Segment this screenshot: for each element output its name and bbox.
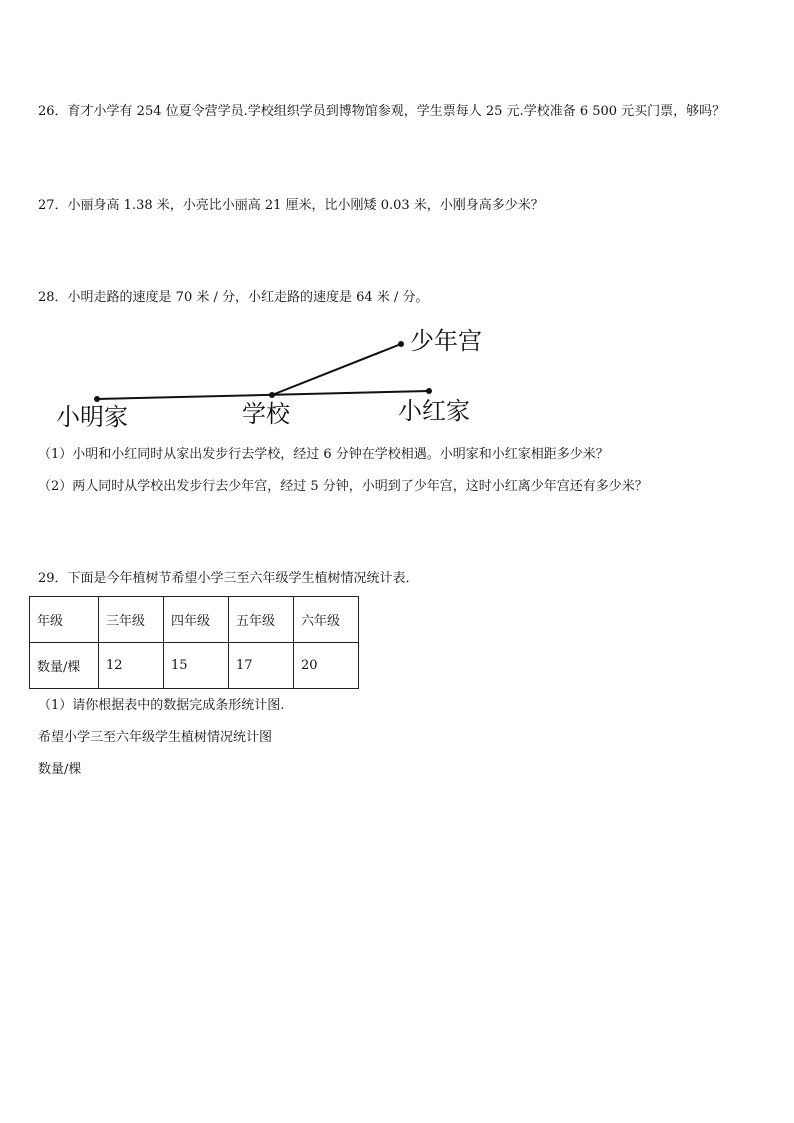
table-cell: 六年级 [293, 597, 358, 643]
question-28-part-1: （1）小明和小红同时从家出发步行去学校，经过 6 分钟在学校相遇。小明家和小红家相距多少米？ [38, 447, 609, 462]
table-header-row [30, 597, 359, 643]
table-cell: 17 [228, 643, 293, 689]
question-29: 29．下面是今年植树节希望小学三至六年级学生植树情况统计表． [38, 571, 419, 586]
table-cell: 15 [163, 643, 228, 689]
question-29-part-1: （1）请你根据表中的数据完成条形统计图. [38, 698, 285, 713]
label-xiaohong-home: 小红家 [398, 397, 470, 425]
tree-planting-table [29, 596, 359, 689]
table-cell: 三年级 [98, 597, 163, 643]
question-27: 27．小丽身高 1.38 米，小亮比小丽高 21 厘米，比小刚矮 0.03 米，小刚身高多少米？ [38, 198, 544, 213]
table-cell: 12 [98, 643, 163, 689]
table-cell: 20 [293, 643, 358, 689]
table-cell: 四年级 [163, 597, 228, 643]
table-cell: 数量/棵 [30, 643, 99, 689]
label-school: 学校 [242, 400, 290, 428]
xiaoming-home-point [94, 396, 100, 402]
label-xiaoming-home: 小明家 [56, 403, 128, 431]
question-28: 28．小明走路的速度是 70 米 / 分，小红走路的速度是 64 米 / 分。 [38, 290, 429, 305]
main-road-line [97, 391, 429, 399]
chart-title: 希望小学三至六年级学生植树情况统计图 [38, 730, 273, 745]
table-row [30, 643, 359, 689]
xiaohong-home-point [426, 388, 432, 394]
school-point [269, 392, 275, 398]
youth-palace-point [398, 341, 404, 347]
table-cell: 五年级 [228, 597, 293, 643]
table-cell: 年级 [30, 597, 99, 643]
question-28-part-2: （2）两人同时从学校出发步行去少年宫，经过 5 分钟，小明到了少年宫，这时小红离少年宫还有多少米？ [38, 479, 648, 494]
school-to-palace-line [272, 344, 401, 395]
chart-y-axis-label: 数量/棵 [38, 762, 82, 777]
route-diagram [50, 322, 500, 437]
label-youth-palace: 少年宫 [410, 327, 482, 355]
question-26: 26．育才小学有 254 位夏令营学员.学校组织学员到博物馆参观，学生票每人 25 元.学校准备 6 500 元买门票，够吗？ [38, 104, 726, 119]
